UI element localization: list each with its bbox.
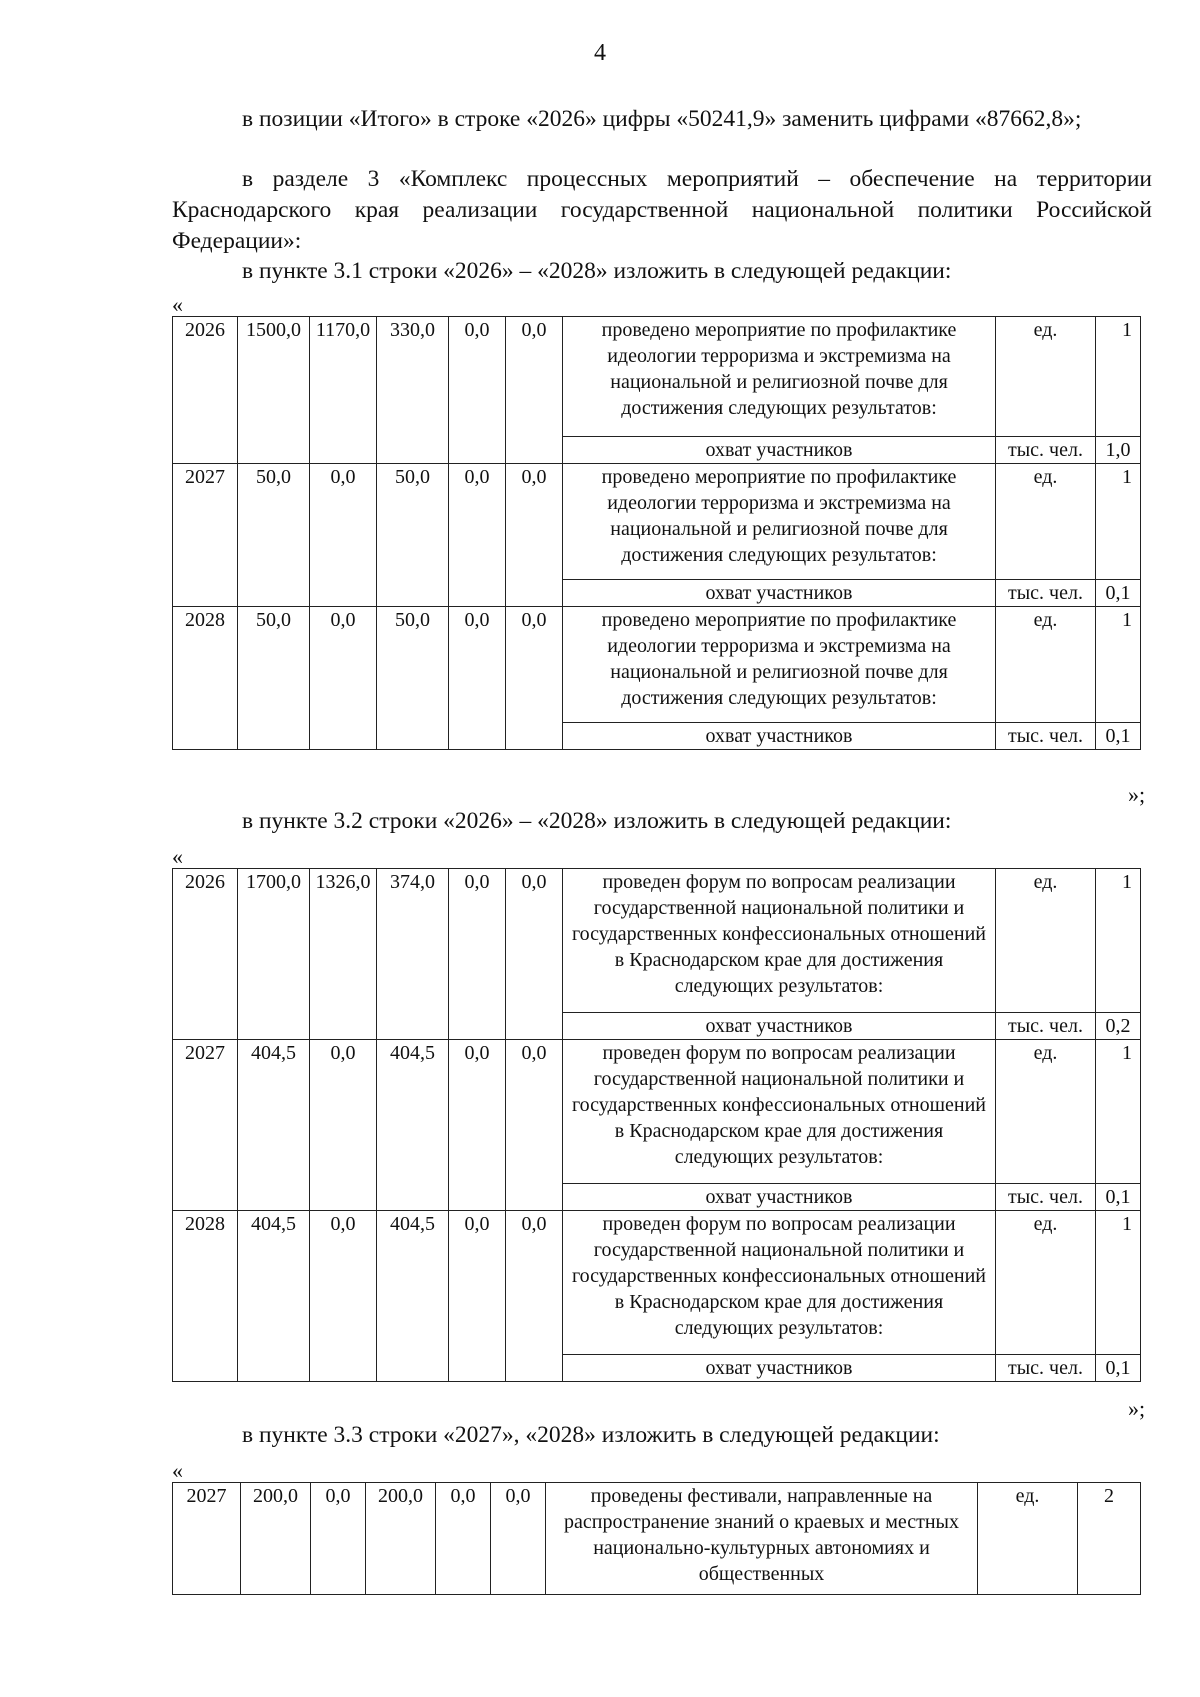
cell-value-4: 0,0 [449,1211,506,1382]
table-row [173,317,1141,437]
close-quote-1: »; [1128,782,1146,807]
cell-total: 50,0 [238,607,310,750]
cell-value-2: 1170,0 [310,317,377,464]
cell-value-2: 0,0 [310,1040,377,1211]
paragraph-section-3: в разделе 3 «Комплекс процессных мероприятий – обеспечение на территории Краснодарского края реализации государственной национальной политики Российской Федерации»: [172,166,1152,254]
cell-sub-description: охват участников [563,580,996,607]
cell-value-3: 404,5 [377,1211,449,1382]
cell-year: 2027 [173,1040,238,1211]
cell-value-4: 0,0 [449,464,506,607]
table-row [173,464,1141,580]
cell-total: 200,0 [241,1483,311,1595]
cell-description: проведены фестивали, направленные на распространение знаний о краевых и местных национально-культурных автономиях и общественных [546,1483,978,1595]
table-row [173,1040,1141,1184]
cell-total: 1500,0 [238,317,310,464]
cell-value-2: 0,0 [311,1483,366,1595]
cell-total: 1700,0 [238,869,310,1040]
cell-sub-description: охват участников [563,437,996,464]
cell-unit: ед. [996,607,1096,723]
cell-sub-result: 0,1 [1096,1184,1141,1211]
cell-value-3: 50,0 [377,607,449,750]
cell-value-5: 0,0 [506,607,563,750]
cell-value-2: 0,0 [310,607,377,750]
table-row [173,1483,1141,1595]
cell-total: 404,5 [238,1211,310,1382]
cell-sub-unit: тыс. чел. [996,723,1096,750]
cell-value-5: 0,0 [506,317,563,464]
cell-value-5: 0,0 [506,869,563,1040]
cell-unit: ед. [996,464,1096,580]
open-quote-3: « [172,1458,183,1483]
cell-total: 404,5 [238,1040,310,1211]
table-point-3-1 [172,316,1141,750]
paragraph-point-3-1: в пункте 3.1 строки «2026» – «2028» изложить в следующей редакции: [242,258,952,284]
cell-sub-unit: тыс. чел. [996,437,1096,464]
cell-sub-unit: тыс. чел. [996,580,1096,607]
cell-value-4: 0,0 [436,1483,491,1595]
cell-sub-result: 0,2 [1096,1013,1141,1040]
cell-unit: ед. [978,1483,1078,1595]
cell-description: проведено мероприятие по профилактике идеологии терроризма и экстремизма на национальной и религиозной почве для достижения следующих результатов: [563,607,996,723]
cell-unit: ед. [996,317,1096,437]
cell-value-2: 0,0 [310,464,377,607]
cell-year: 2026 [173,869,238,1040]
cell-value-4: 0,0 [449,1040,506,1211]
cell-sub-description: охват участников [563,1184,996,1211]
cell-value-3: 50,0 [377,464,449,607]
cell-value-2: 0,0 [310,1211,377,1382]
open-quote-2: « [172,844,183,869]
cell-sub-result: 0,1 [1096,723,1141,750]
page-number: 4 [594,40,606,66]
cell-year: 2028 [173,1211,238,1382]
cell-unit: ед. [996,1040,1096,1184]
cell-unit: ед. [996,1211,1096,1355]
cell-unit: ед. [996,869,1096,1013]
cell-description: проведен форум по вопросам реализации государственной национальной политики и государственных конфессиональных отношений в Краснодарском крае для достижения следующих результатов: [563,1040,996,1184]
table-point-3-2 [172,868,1141,1382]
cell-description: проведено мероприятие по профилактике идеологии терроризма и экстремизма на национальной и религиозной почве для достижения следующих результатов: [563,464,996,580]
cell-result: 1 [1096,869,1141,1013]
cell-year: 2027 [173,464,238,607]
table-point-3-3 [172,1482,1141,1595]
table-row [173,607,1141,723]
close-quote-2: »; [1128,1396,1146,1421]
cell-sub-unit: тыс. чел. [996,1184,1096,1211]
cell-value-4: 0,0 [449,869,506,1040]
table-row [173,869,1141,1013]
cell-result: 1 [1096,607,1141,723]
cell-value-5: 0,0 [491,1483,546,1595]
cell-description: проведен форум по вопросам реализации государственной национальной политики и государственных конфессиональных отношений в Краснодарском крае для достижения следующих результатов: [563,869,996,1013]
cell-year: 2027 [173,1483,241,1595]
cell-sub-unit: тыс. чел. [996,1013,1096,1040]
cell-total: 50,0 [238,464,310,607]
cell-sub-result: 0,1 [1096,580,1141,607]
cell-description: проведено мероприятие по профилактике идеологии терроризма и экстремизма на национальной и религиозной почве для достижения следующих результатов: [563,317,996,437]
cell-value-3: 404,5 [377,1040,449,1211]
paragraph-point-3-3: в пункте 3.3 строки «2027», «2028» изложить в следующей редакции: [242,1422,940,1448]
cell-value-3: 330,0 [377,317,449,464]
cell-value-5: 0,0 [506,1211,563,1382]
cell-year: 2028 [173,607,238,750]
cell-result: 2 [1078,1483,1141,1595]
cell-result: 1 [1096,464,1141,580]
cell-sub-description: охват участников [563,1013,996,1040]
cell-value-5: 0,0 [506,464,563,607]
cell-value-3: 374,0 [377,869,449,1040]
open-quote-1: « [172,292,183,317]
paragraph-point-3-2: в пункте 3.2 строки «2026» – «2028» изложить в следующей редакции: [242,808,952,834]
cell-sub-unit: тыс. чел. [996,1355,1096,1382]
cell-description: проведен форум по вопросам реализации государственной национальной политики и государственных конфессиональных отношений в Краснодарском крае для достижения следующих результатов: [563,1211,996,1355]
cell-result: 1 [1096,317,1141,437]
cell-result: 1 [1096,1211,1141,1355]
cell-value-4: 0,0 [449,317,506,464]
cell-value-2: 1326,0 [310,869,377,1040]
cell-sub-description: охват участников [563,723,996,750]
cell-value-4: 0,0 [449,607,506,750]
cell-year: 2026 [173,317,238,464]
cell-result: 1 [1096,1040,1141,1184]
paragraph-itogo: в позиции «Итого» в строке «2026» цифры «50241,9» заменить цифрами «87662,8»; [242,106,1082,132]
cell-value-3: 200,0 [366,1483,436,1595]
cell-sub-description: охват участников [563,1355,996,1382]
cell-sub-result: 0,1 [1096,1355,1141,1382]
table-row [173,1211,1141,1355]
cell-sub-result: 1,0 [1096,437,1141,464]
cell-value-5: 0,0 [506,1040,563,1211]
